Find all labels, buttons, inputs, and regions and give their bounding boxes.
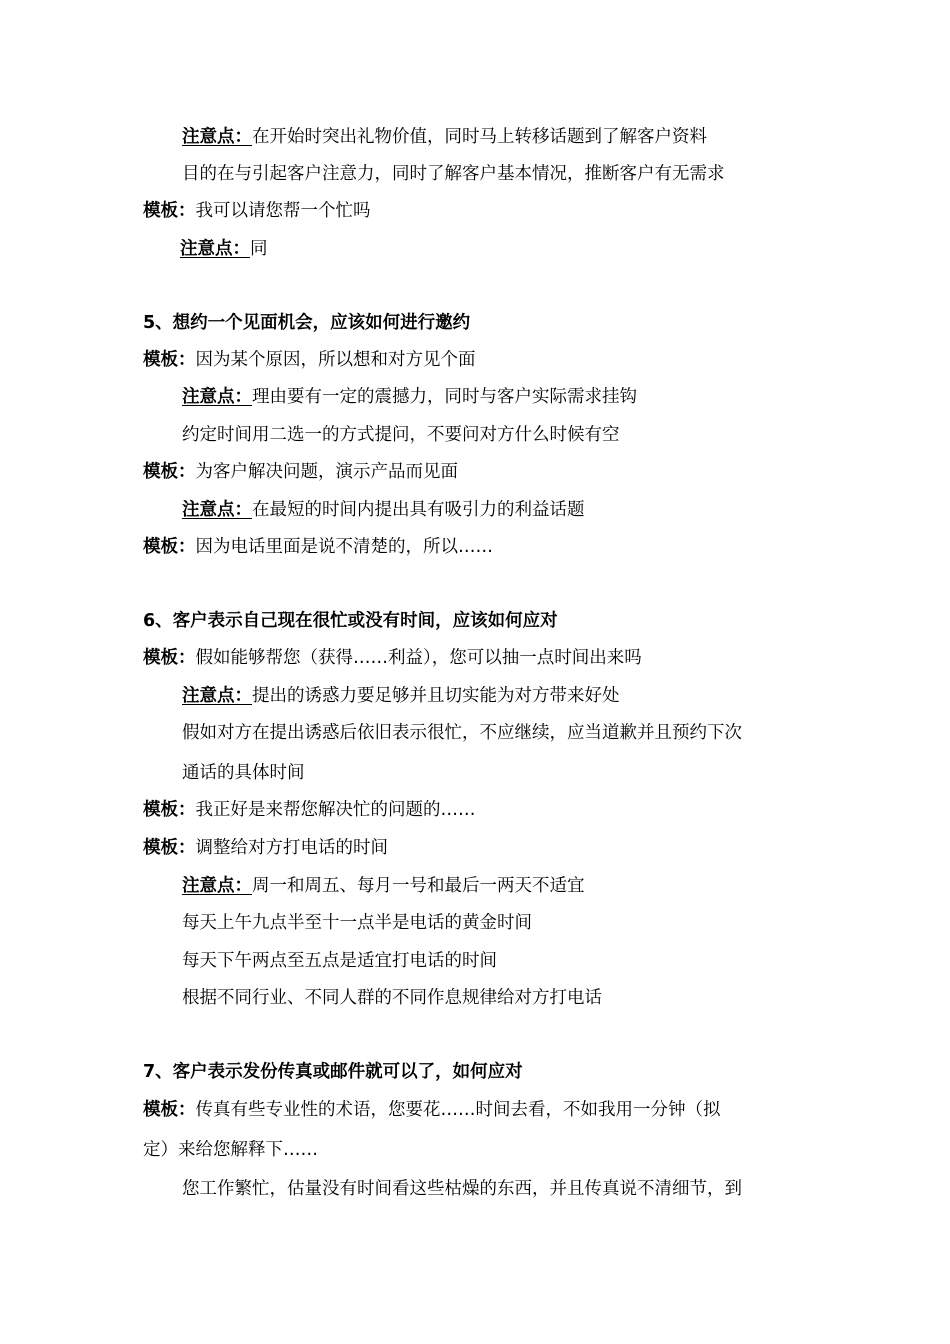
- note-line: [182, 124, 707, 150]
- template-line: [143, 347, 476, 373]
- note-text: 同: [250, 239, 268, 259]
- paragraph-line: 目的在与引起客户注意力，同时了解客户基本情况，推断客户有无需求: [182, 164, 725, 184]
- note-line: [182, 384, 637, 410]
- template-text: 调整给对方打电话的时间: [195, 838, 388, 858]
- note-line: [182, 873, 585, 899]
- template-label: 模板：: [143, 838, 196, 858]
- note-text: 在最短的时间内提出具有吸引力的利益话题: [252, 500, 585, 520]
- note-text: 在开始时突出礼物价值，同时马上转移话题到了解客户资料: [252, 127, 707, 147]
- template-text: 传真有些专业性的术语，您要花……时间去看，不如我用一分钟（拟: [195, 1100, 721, 1120]
- note-label: 注意点：: [182, 876, 252, 896]
- note-label: 注意点：: [182, 686, 252, 706]
- note-label: 注意点：: [182, 127, 252, 147]
- note-label: 注意点：: [180, 239, 250, 259]
- note-text: 理由要有一定的震撼力，同时与客户实际需求挂钩: [252, 387, 637, 407]
- template-label: 模板：: [143, 648, 196, 668]
- template-text: 我可以请您帮一个忙吗: [195, 201, 371, 221]
- template-text: 假如能够帮您（获得……利益），您可以抽一点时间出来吗: [195, 648, 642, 668]
- paragraph-line: 假如对方在提出诱惑后依旧表示很忙，不应继续，应当道歉并且预约下次: [182, 723, 742, 743]
- section-heading: 7、客户表示发份传真或邮件就可以了，如何应对: [143, 1062, 523, 1082]
- template-line: [143, 645, 642, 671]
- section-heading: 6、客户表示自己现在很忙或没有时间，应该如何应对: [143, 611, 558, 631]
- template-line: [143, 797, 476, 823]
- note-line: [180, 236, 268, 262]
- template-text: 为客户解决问题，演示产品而见面: [195, 462, 458, 482]
- paragraph-line: 每天下午两点至五点是适宜打电话的时间: [182, 951, 497, 971]
- note-label: 注意点：: [182, 387, 252, 407]
- note-line: [182, 683, 620, 709]
- section-heading: 5、想约一个见面机会，应该如何进行邀约: [143, 313, 471, 333]
- template-line: [143, 198, 371, 224]
- template-line: [143, 459, 458, 485]
- template-label: 模板：: [143, 537, 196, 557]
- note-text: 提出的诱惑力要足够并且切实能为对方带来好处: [252, 686, 620, 706]
- template-label: 模板：: [143, 800, 196, 820]
- template-label: 模板：: [143, 201, 196, 221]
- note-label: 注意点：: [182, 500, 252, 520]
- note-text: 周一和周五、每月一号和最后一两天不适宜: [252, 876, 585, 896]
- template-text: 因为某个原因，所以想和对方见个面: [195, 350, 476, 370]
- template-label: 模板：: [143, 350, 196, 370]
- paragraph-line: 每天上午九点半至十一点半是电话的黄金时间: [182, 913, 532, 933]
- template-label: 模板：: [143, 462, 196, 482]
- template-line: [143, 835, 388, 861]
- template-line: [143, 1097, 721, 1123]
- template-label: 模板：: [143, 1100, 196, 1120]
- template-line: [143, 534, 493, 560]
- paragraph-line: 您工作繁忙，估量没有时间看这些枯燥的东西，并且传真说不清细节，到: [182, 1179, 742, 1199]
- paragraph-line: 根据不同行业、不同人群的不同作息规律给对方打电话: [182, 988, 602, 1008]
- paragraph-line: 定）来给您解释下……: [143, 1140, 318, 1160]
- template-text: 因为电话里面是说不清楚的，所以……: [195, 537, 493, 557]
- note-line: [182, 497, 585, 523]
- paragraph-line: 约定时间用二选一的方式提问，不要问对方什么时候有空: [182, 425, 620, 445]
- paragraph-line: 通话的具体时间: [182, 763, 305, 783]
- template-text: 我正好是来帮您解决忙的问题的……: [195, 800, 476, 820]
